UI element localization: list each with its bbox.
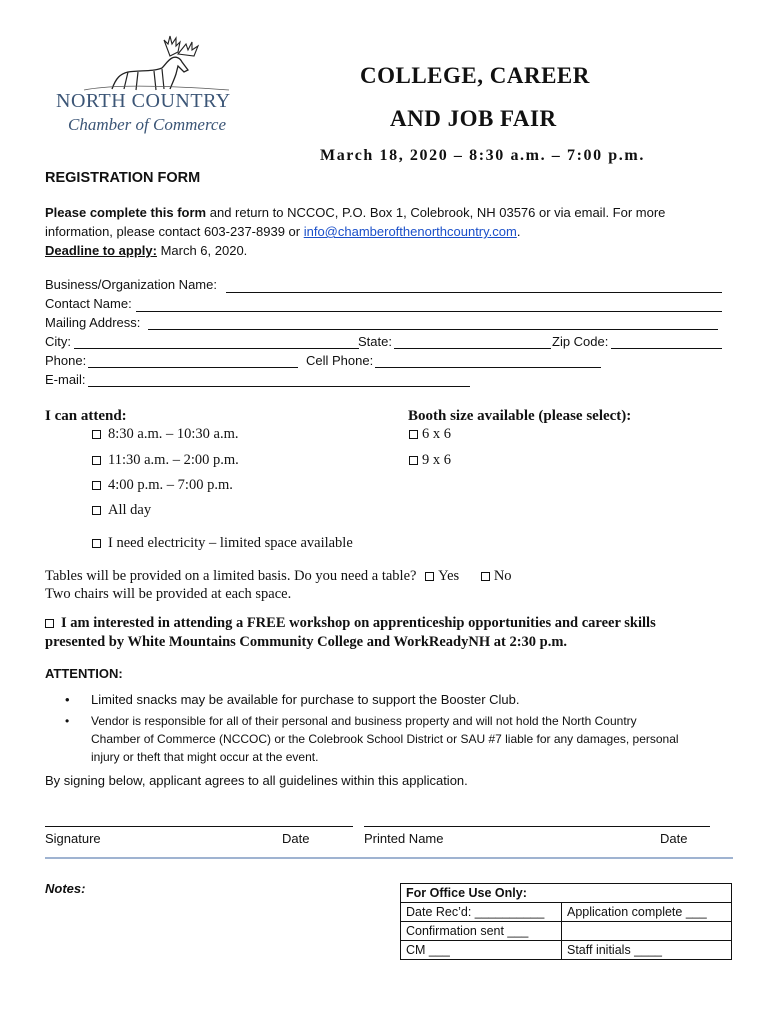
city-label: City: — [45, 334, 71, 349]
booth-option-6x6[interactable] — [409, 426, 451, 443]
logo — [54, 34, 249, 139]
notes-label: Notes: — [45, 881, 86, 896]
no-label: No — [493, 568, 512, 584]
attention-heading: ATTENTION: — [45, 666, 123, 681]
page-title-line-1: COLLEGE, CAREER — [360, 63, 590, 88]
instructions-text-2: information, please contact 603-237-8939 or — [45, 224, 304, 239]
option-label: 8:30 a.m. – 10:30 a.m. — [108, 426, 239, 442]
signature-line[interactable] — [45, 826, 353, 827]
electricity-option[interactable] — [92, 535, 353, 552]
contact-name-field[interactable] — [136, 311, 722, 312]
option-label: All day — [108, 502, 152, 518]
instructions-text-1: and return to NCCOC, P.O. Box 1, Colebrook, NH 03576 or via email. For more — [206, 205, 666, 220]
instructions-text-3: . — [516, 224, 521, 239]
state-field[interactable] — [394, 348, 551, 349]
checkbox[interactable] — [92, 456, 101, 465]
checkbox[interactable] — [92, 430, 101, 439]
yes-label: Yes — [438, 568, 460, 584]
mailing-address-label: Mailing Address: — [45, 315, 141, 330]
bullet-icon: • — [65, 714, 70, 728]
deadline-label: Deadline to apply: — [45, 243, 157, 258]
instructions-lead: Please complete this form — [45, 205, 207, 220]
attend-option-midday[interactable] — [92, 452, 239, 469]
checkbox[interactable] — [409, 430, 418, 439]
office-use-table — [400, 883, 732, 960]
option-label: 6 x 6 — [422, 426, 451, 442]
attend-heading: I can attend: — [45, 408, 127, 424]
zip-code-label: Zip Code: — [552, 334, 609, 349]
cell-phone-label: Cell Phone: — [306, 353, 374, 368]
checkbox[interactable] — [92, 481, 101, 490]
logo-subtitle: Chamber of Commerce — [68, 115, 227, 134]
page-title-line-2: AND JOB FAIR — [390, 106, 557, 131]
event-dateline: March 18, 2020 – 8:30 a.m. – 7:00 p.m. — [320, 147, 645, 164]
workshop-line-1: I am interested in attending a FREE workshop on apprenticeship opportunities and career skills — [61, 615, 656, 631]
email-link[interactable]: info@chamberofthenorthcountry.com — [303, 224, 517, 239]
staff-initials-cell: Staff initials ____ — [562, 941, 732, 960]
divider — [45, 857, 733, 859]
empty-cell — [562, 922, 732, 941]
attend-option-morning[interactable] — [92, 426, 239, 443]
table-question-text: Tables will be provided on a limited basis. Do you need a table? — [45, 568, 417, 584]
date-received-cell: Date Rec’d: __________ — [401, 903, 562, 922]
checkbox[interactable] — [45, 619, 54, 628]
option-label: 9 x 6 — [422, 452, 451, 468]
cell-phone-field[interactable] — [375, 367, 601, 368]
option-label: 4:00 p.m. – 7:00 p.m. — [108, 477, 233, 493]
bullet-text-3: injury or theft that might occur at the event. — [91, 750, 319, 764]
checkbox[interactable] — [409, 456, 418, 465]
state-label: State: — [358, 334, 392, 349]
office-heading: For Office Use Only: — [401, 884, 732, 903]
agreement-text: By signing below, applicant agrees to all guidelines within this application. — [45, 773, 468, 788]
booth-option-9x6[interactable] — [409, 452, 451, 469]
signature-date-label: Date — [282, 831, 310, 846]
booth-heading: Booth size available (please select): — [408, 408, 632, 424]
email-field[interactable] — [88, 386, 470, 387]
signature-label: Signature — [45, 831, 101, 846]
chairs-note: Two chairs will be provided at each space. — [45, 586, 292, 602]
option-label: I need electricity – limited space available — [108, 535, 353, 551]
checkbox-yes[interactable] — [425, 572, 434, 581]
printed-date-label: Date — [660, 831, 688, 846]
bullet-text-2: Chamber of Commerce (NCCOC) or the Colebrook School District or SAU #7 liable for any damages, personal — [91, 732, 679, 746]
moose-icon — [54, 34, 249, 94]
deadline-value: March 6, 2020. — [156, 243, 248, 258]
printed-name-line[interactable] — [364, 826, 710, 827]
mailing-address-field[interactable] — [148, 329, 718, 330]
printed-name-label: Printed Name — [364, 831, 444, 846]
workshop-line-2: presented by White Mountains Community College and WorkReadyNH at 2:30 p.m. — [45, 634, 568, 650]
checkbox-no[interactable] — [481, 572, 490, 581]
instructions — [45, 203, 735, 260]
table-question — [45, 568, 512, 585]
cm-cell: CM ___ — [401, 941, 562, 960]
checkbox[interactable] — [92, 539, 101, 548]
attention-bullet-1 — [65, 692, 520, 707]
phone-field[interactable] — [88, 367, 298, 368]
bullet-text: Limited snacks may be available for purchase to support the Booster Club. — [91, 692, 520, 707]
business-name-label: Business/Organization Name: — [45, 277, 217, 292]
application-complete-cell: Application complete ___ — [562, 903, 732, 922]
attention-bullet-2 — [65, 712, 679, 766]
attend-option-all-day[interactable] — [92, 502, 151, 519]
phone-label: Phone: — [45, 353, 87, 368]
bullet-text-1: Vendor is responsible for all of their personal and business property and will not hold the North Country — [91, 714, 637, 728]
option-label: 11:30 a.m. – 2:00 p.m. — [108, 452, 239, 468]
bullet-icon: • — [65, 692, 70, 707]
business-name-field[interactable] — [226, 292, 722, 293]
email-label: E-mail: — [45, 372, 86, 387]
attend-option-evening[interactable] — [92, 477, 233, 494]
city-field[interactable] — [74, 348, 359, 349]
confirmation-sent-cell: Confirmation sent ___ — [401, 922, 562, 941]
workshop-option[interactable] — [45, 614, 656, 652]
logo-title: NORTH COUNTRY — [56, 90, 231, 112]
zip-code-field[interactable] — [611, 348, 722, 349]
contact-name-label: Contact Name: — [45, 296, 132, 311]
checkbox[interactable] — [92, 506, 101, 515]
form-heading: REGISTRATION FORM — [45, 170, 201, 186]
